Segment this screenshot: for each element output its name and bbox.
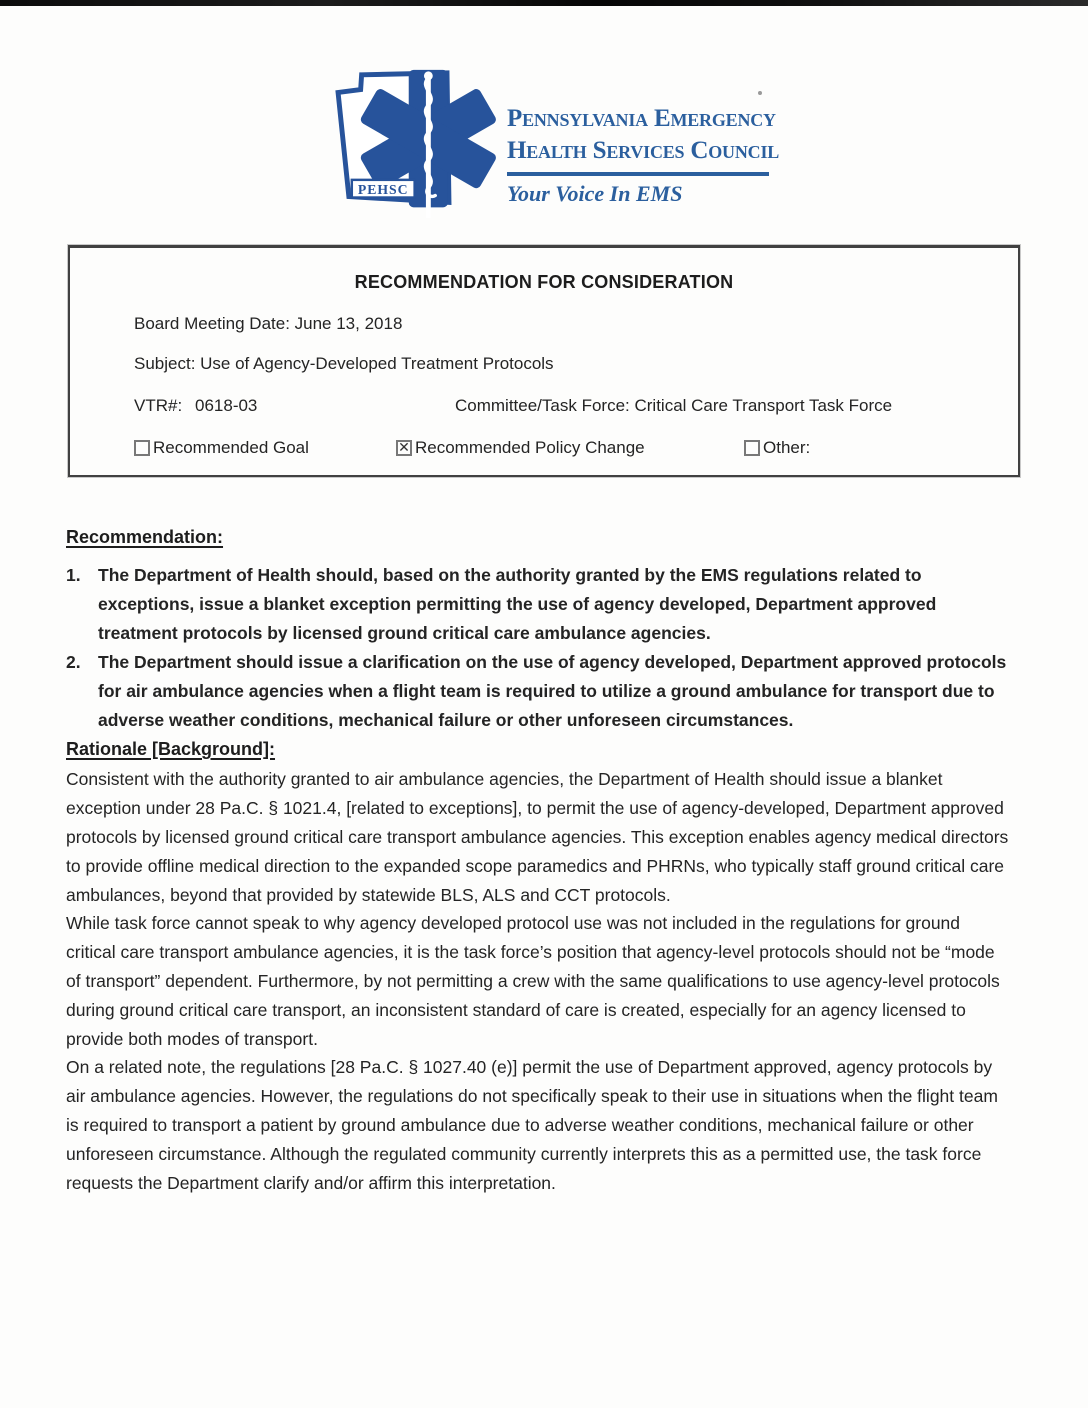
board-meeting-date-field: Board Meeting Date: June 13, 2018 — [134, 314, 403, 333]
rationale-heading: Rationale [Background]: — [66, 739, 276, 759]
item-text: The Department of Health should, based on the authority granted by the EMS regulations related to exceptions, issue a blanket exception permitting the use of agency developed, Department approved treatment protocols by licensed ground critical care ambulance agencies. — [98, 565, 937, 643]
rationale-section-heading-row — [66, 739, 1014, 760]
org-name-line1: Pennsylvania Emergency — [507, 105, 776, 132]
checkbox-row-item — [134, 438, 309, 458]
checkbox-row-item — [396, 438, 645, 458]
other-checkbox[interactable] — [744, 440, 760, 456]
recommendation-form-box — [68, 245, 1020, 477]
recommended-policy-change-checkbox[interactable]: ✕ — [396, 440, 412, 456]
form-title: RECOMMENDATION FOR CONSIDERATION — [354, 272, 734, 292]
rationale-paragraph-2: While task force cannot speak to why agency developed protocol use was not included in the regulations for ground critical care transport ambulance agencies, it is the task force’s position that agency-level protocols should not be “mode of transport” dependent. Furthermore, by not permitting a crew with the same qualifications to use agency-level protocols during ground critical care transport, an inconsistent standard of care is created, especially for an agency licensed to provide both modes of transport. — [66, 913, 1000, 1049]
recommendation-section — [66, 527, 1014, 548]
recommendation-item-2 — [66, 648, 1014, 735]
org-name-line2: Health Services Council — [507, 137, 780, 164]
committee-task-force-field: Committee/Task Force: Critical Care Transport Task Force — [455, 396, 893, 415]
item-number: 2. — [66, 652, 81, 672]
vtr-number-value: 0618-03 — [195, 396, 258, 415]
org-tagline: Your Voice In EMS — [507, 181, 683, 206]
rationale-paragraph-1: Consistent with the authority granted to air ambulance agencies, the Department of Health should issue a blanket exception under 28 Pa.C. § 1021.4, [related to exceptions], to permit the use of agency-developed, Department approved protocols by licensed ground critical care transport ambulance agencies. This exception enables agency medical directors to provide offline medical direction to the expanded scope paramedics and PHRNs, who typically staff ground critical care ambulances, beyond that provided by statewide BLS, ALS and CCT protocols. — [66, 769, 1009, 905]
pehsc-acronym: PEHSC — [357, 182, 409, 198]
checkbox-row-item — [744, 438, 810, 458]
other-label: Other: — [763, 438, 811, 457]
scan-edge-artifact — [0, 0, 1088, 6]
org-name-block — [507, 103, 807, 207]
recommended-policy-change-label: Recommended Policy Change — [415, 438, 645, 457]
vtr-number-label: VTR#: — [134, 396, 183, 415]
recommendation-heading: Recommendation: — [66, 527, 224, 547]
item-number: 1. — [66, 565, 81, 585]
recommendation-item-1 — [66, 561, 1014, 648]
scan-speck — [758, 91, 762, 95]
recommended-goal-label: Recommended Goal — [153, 438, 309, 457]
rationale-paragraph-3: On a related note, the regulations [28 Pa.C. § 1027.40 (e)] permit the use of Department approved, agency protocols by air ambulance agencies. However, the regulations do not specifically speak to their use in situations when the flight team is required to transport a patient by ground ambulance due to adverse weather conditions, mechanical failure or other unforeseen circumstance. Although the regulated community currently interprets this as a permitted use, the task force requests the Department clarify and/or affirm this interpretation. — [66, 1057, 998, 1193]
item-text: The Department should issue a clarification on the use of agency developed, Department approved protocols for air ambulance agencies when a flight team is required to utilize a ground ambulance for transport due to adverse weather conditions, mechanical failure or other unforeseen circumstances. — [98, 652, 1007, 730]
recommended-goal-checkbox[interactable] — [134, 440, 150, 456]
star-of-life-keystone-icon — [335, 66, 507, 225]
org-rule — [507, 172, 769, 176]
subject-field: Subject: Use of Agency-Developed Treatment Protocols — [134, 354, 554, 373]
